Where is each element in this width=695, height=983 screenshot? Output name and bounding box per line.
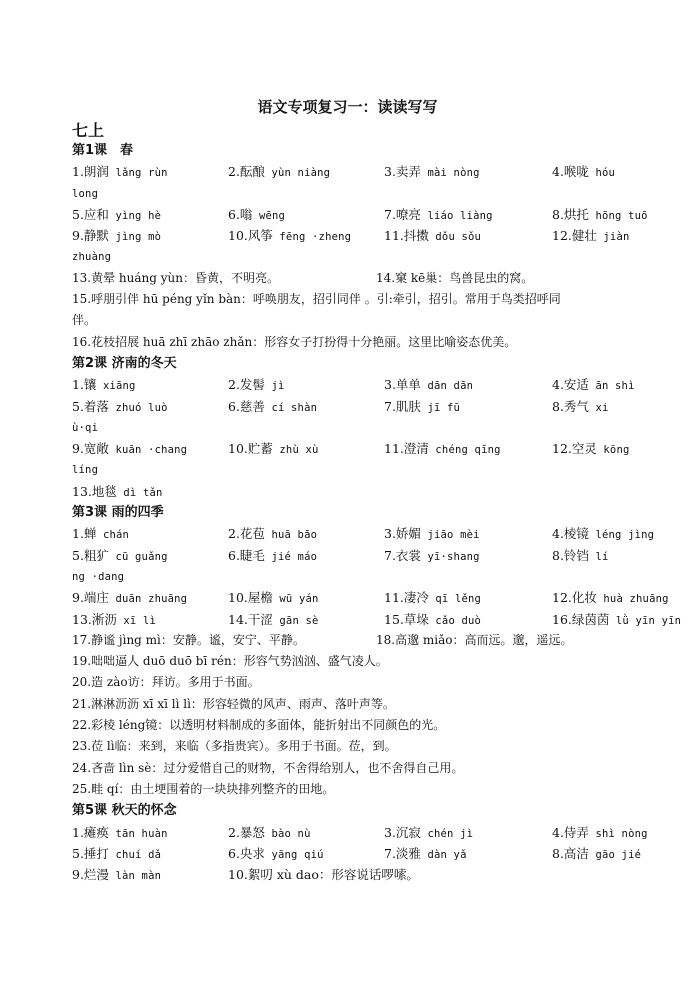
vocab-entry — [72, 545, 168, 568]
wrapped-pinyin — [72, 183, 628, 204]
definition-text: 21.淋淋沥沥 xī xī lì lì：形容轻微的风声、雨声、落叶声等。 — [72, 696, 395, 711]
vocab-word: 4.安适 — [552, 377, 589, 393]
vocab-pinyin: yī·shang — [420, 550, 480, 563]
vocab-word: 7.衣裳 — [384, 547, 421, 563]
vocab-entry — [552, 396, 609, 419]
vocab-entry — [552, 204, 648, 227]
vocab-word: 7.肌肤 — [384, 398, 421, 414]
vocab-entry — [384, 161, 480, 184]
vocab-entry — [552, 609, 681, 632]
vocab-word: 7.嘹亮 — [384, 206, 421, 222]
vocab-pinyin: mài nòng — [420, 167, 480, 180]
vocab-pinyin: yùn niàng — [264, 167, 331, 180]
vocab-pinyin: huā bāo — [264, 529, 318, 542]
vocab-word: 6.慈善 — [228, 398, 265, 414]
vocab-row — [72, 822, 648, 843]
vocab-word: 9.宽敞 — [72, 441, 109, 457]
vocab-pinyin: chén jì — [420, 827, 474, 840]
vocab-word: 7.淡雅 — [384, 845, 421, 861]
definition-line — [72, 332, 628, 353]
vocab-row — [72, 374, 635, 395]
vocab-pinyin: dì tǎn — [116, 486, 163, 499]
lesson-heading: 第2课 济南的冬天 — [72, 355, 177, 371]
vocab-pinyin: dàn yǎ — [420, 848, 467, 861]
vocab-entry — [384, 396, 460, 419]
definition-text: 13.黄晕 huáng yùn：昏黄，不明亮。 — [72, 270, 279, 285]
definition-text: 22.彩棱 léng镜：以透明材料制成的多面体，能折射出不同颜色的光。 — [72, 718, 446, 733]
vocab-pinyin: dǒu sǒu — [428, 231, 482, 244]
vocab-word: 11.澄清 — [384, 441, 429, 457]
vocab-entry — [552, 822, 648, 845]
vocab-word: 4.棱镜 — [552, 526, 589, 542]
vocab-word: 11.抖擞 — [384, 228, 429, 244]
definition-line — [72, 630, 628, 651]
vocab-word: 8.高洁 — [552, 845, 589, 861]
vocab-word: 2.花苞 — [228, 526, 265, 542]
definition-text: 19.咄咄逼人 duō duō bī rén：形容气势汹汹、盛气凌人。 — [72, 654, 388, 669]
vocab-entry — [384, 438, 501, 461]
vocab-pinyin: hóu — [588, 167, 616, 180]
lesson-heading: 第3课 雨的四季 — [72, 505, 164, 521]
vocab-word: 3.单单 — [384, 377, 421, 393]
definition-text: 23.莅 lì临：来到，来临（多指贵宾）。多用于书面。莅，到。 — [72, 739, 397, 754]
vocab-pinyin: tān huàn — [108, 827, 168, 840]
vocab-word: 6.睫毛 — [228, 547, 265, 563]
pinyin-continuation: ù·qi — [72, 421, 99, 434]
vocab-entry — [72, 587, 187, 610]
vocab-pinyin: gān sè — [272, 614, 319, 627]
vocab-entry — [228, 204, 285, 227]
definition-line — [72, 715, 628, 736]
wrapped-pinyin — [72, 417, 628, 438]
vocab-pinyin: chán — [96, 529, 130, 542]
vocab-word: 1.镶 — [72, 377, 97, 393]
pinyin-continuation: zhuàng — [72, 251, 112, 264]
vocab-word: 8.秀气 — [552, 398, 589, 414]
vocab-entry — [552, 587, 669, 610]
vocab-word: 4.侍弄 — [552, 824, 589, 840]
vocab-row — [72, 587, 669, 608]
vocab-pinyin: zhuó luò — [108, 401, 168, 414]
vocab-entry — [384, 587, 481, 610]
vocab-word: 8.铃铛 — [552, 547, 589, 563]
vocab-entry — [552, 161, 615, 184]
vocab-word: 10.贮蓄 — [228, 441, 273, 457]
vocab-entry — [228, 545, 317, 568]
vocab-pinyin: qī lěng — [428, 593, 482, 606]
vocab-entry — [552, 374, 635, 397]
vocab-entry — [72, 609, 156, 632]
vocab-pinyin: chuí dǎ — [108, 848, 162, 861]
vocab-entry — [72, 864, 161, 887]
vocab-entry — [228, 374, 285, 397]
vocab-entry — [384, 225, 481, 248]
definition-line — [72, 651, 628, 672]
definition-text: 伴。 — [72, 313, 97, 328]
vocab-row — [72, 545, 628, 566]
definition-line — [72, 758, 628, 779]
vocab-word: 13.地毯 — [72, 483, 117, 499]
vocab-entry — [72, 438, 187, 461]
vocab-word: 15.草垛 — [384, 611, 429, 627]
vocab-pinyin: ān shì — [588, 380, 635, 393]
vocab-pinyin: yāng qiú — [264, 848, 324, 861]
vocab-word: 3.卖弄 — [384, 164, 421, 180]
vocab-entry — [228, 822, 311, 845]
vocab-row — [72, 523, 655, 544]
vocab-word: 10.屋檐 — [228, 590, 273, 606]
vocab-pinyin: jié máo — [264, 550, 318, 563]
vocab-pinyin: yìng hè — [108, 209, 162, 222]
vocab-row — [72, 204, 648, 225]
definition-text: 20.造 zào访：拜访。多用于书面。 — [72, 675, 260, 690]
vocab-entry — [384, 204, 493, 227]
vocab-pinyin: cǎo duò — [428, 614, 482, 627]
vocab-entry — [72, 161, 168, 184]
definition-text: 17.静谧 jìng mì：安静。谧，安宁、平静。 — [72, 632, 305, 647]
page-title: 语文专项复习一：读读写写 — [257, 98, 438, 116]
definition-line — [72, 672, 628, 693]
vocab-word: 4.喉咙 — [552, 164, 589, 180]
vocab-word: 10.絮叨 xù dao：形容说话啰嗦。 — [228, 867, 419, 883]
wrapped-pinyin — [72, 459, 628, 480]
vocab-pinyin: kuān ·chang — [108, 444, 188, 457]
vocab-word: 5.应和 — [72, 206, 109, 222]
vocab-entry — [72, 225, 161, 248]
vocab-word: 14.干涩 — [228, 611, 273, 627]
vocab-entry — [228, 523, 317, 546]
vocab-pinyin: jì — [264, 380, 285, 393]
definition-text: 18.高邈 miǎo：高而远。邈，遥远。 — [376, 632, 573, 647]
vocab-word: 5.捶打 — [72, 845, 109, 861]
definition-line — [72, 779, 628, 800]
vocab-row — [72, 481, 628, 502]
vocab-pinyin: huà zhuāng — [596, 593, 669, 606]
vocab-pinyin: duān zhuāng — [108, 593, 188, 606]
vocab-pinyin: fēng ·zheng — [272, 231, 352, 244]
vocab-entry — [552, 523, 654, 546]
vocab-pinyin: shì nòng — [588, 827, 648, 840]
vocab-pinyin: làn màn — [108, 870, 162, 883]
vocab-entry — [72, 374, 136, 397]
vocab-pinyin: liáo liàng — [420, 209, 493, 222]
vocab-entry — [552, 438, 630, 461]
vocab-entry — [384, 523, 480, 546]
vocab-pinyin: cí shàn — [264, 401, 318, 414]
definition-text: 15.呼朋引伴 hū péng yǐn bàn：呼唤朋友，招引同伴 。引:牵引，招引。常用于鸟类招呼同 — [72, 292, 561, 307]
vocab-word: 8.烘托 — [552, 206, 589, 222]
vocab-entry — [384, 843, 467, 866]
vocab-row — [72, 225, 628, 246]
vocab-entry — [228, 225, 351, 248]
definition-text: 25.畦 qí：由土埂围着的一块块排列整齐的田地。 — [72, 781, 335, 796]
vocab-entry — [384, 609, 481, 632]
vocab-pinyin: jiāo mèi — [420, 529, 480, 542]
vocab-entry — [228, 396, 317, 419]
vocab-word: 9.静默 — [72, 228, 109, 244]
vocab-word: 1.朗润 — [72, 164, 109, 180]
vocab-word: 10.风筝 — [228, 228, 273, 244]
vocab-entry — [384, 374, 473, 397]
vocab-entry — [72, 843, 161, 866]
vocab-row — [72, 609, 682, 630]
pinyin-continuation: ng ·dang — [72, 570, 125, 583]
vocab-entry — [228, 864, 419, 886]
vocab-pinyin: jī fū — [420, 401, 461, 414]
vocab-entry — [228, 609, 319, 632]
vocab-word: 11.凄冷 — [384, 590, 429, 606]
vocab-word: 1.蝉 — [72, 526, 97, 542]
vocab-pinyin: bào nù — [264, 827, 311, 840]
vocab-pinyin: xiāng — [96, 380, 136, 393]
definition-line — [72, 310, 628, 331]
definition-text: 24.吝啬 lìn sè：过分爱惜自己的财物，不舍得给别人，也不舍得自己用。 — [72, 760, 464, 775]
vocab-pinyin: léng jìng — [588, 529, 655, 542]
vocab-row — [72, 396, 628, 417]
vocab-entry — [228, 587, 319, 610]
definition-text: 16.花枝招展 huā zhī zhāo zhǎn：形容女子打扮得十分艳丽。这里比喻姿态优美。 — [72, 334, 517, 349]
vocab-pinyin: kōng — [596, 444, 630, 457]
vocab-word: 6.央求 — [228, 845, 265, 861]
vocab-pinyin: xi — [588, 401, 609, 414]
vocab-word: 12.健壮 — [552, 228, 597, 244]
vocab-word: 5.粗犷 — [72, 547, 109, 563]
vocab-entry — [552, 225, 630, 248]
vocab-pinyin: lǜ yīn yīn — [609, 614, 682, 627]
definition-line — [72, 736, 628, 757]
vocab-pinyin: wū yán — [272, 593, 319, 606]
vocab-word: 9.端庄 — [72, 590, 109, 606]
vocab-word: 5.着落 — [72, 398, 109, 414]
vocab-entry — [228, 438, 319, 461]
vocab-pinyin: hōng tuō — [588, 209, 648, 222]
vocab-pinyin: lí — [588, 550, 609, 563]
vocab-pinyin: dān dān — [420, 380, 474, 393]
vocab-word: 12.化妆 — [552, 590, 597, 606]
vocab-pinyin: gāo jié — [588, 848, 642, 861]
wrapped-pinyin — [72, 246, 628, 267]
grade-heading: 七上 — [72, 121, 105, 140]
vocab-row — [72, 864, 628, 885]
vocab-word: 6.嗡 — [228, 206, 253, 222]
definition-line — [72, 694, 628, 715]
vocab-entry — [72, 822, 168, 845]
vocab-word: 2.发髻 — [228, 377, 265, 393]
vocab-word: 16.绿茵茵 — [552, 611, 610, 627]
vocab-word: 2.暴怒 — [228, 824, 265, 840]
vocab-row — [72, 438, 628, 459]
vocab-pinyin: lǎng rùn — [108, 167, 168, 180]
vocab-pinyin: wēng — [252, 209, 286, 222]
vocab-entry — [72, 523, 129, 546]
vocab-entry — [72, 396, 168, 419]
vocab-entry — [552, 545, 609, 568]
vocab-pinyin: jiàn — [596, 231, 630, 244]
vocabulary-list — [72, 140, 682, 885]
lesson-heading: 第5课 秋天的怀念 — [72, 803, 177, 819]
vocab-word: 2.酝酿 — [228, 164, 265, 180]
vocab-entry — [72, 204, 161, 227]
definition-line — [72, 268, 628, 289]
pinyin-continuation: líng — [72, 464, 99, 477]
vocab-pinyin: chéng qīng — [428, 444, 501, 457]
vocab-word: 12.空灵 — [552, 441, 597, 457]
vocab-pinyin: jìng mò — [108, 231, 162, 244]
wrapped-pinyin — [72, 566, 628, 587]
vocab-entry — [384, 545, 480, 568]
vocab-entry — [228, 843, 324, 866]
vocab-entry — [384, 822, 473, 845]
vocab-entry — [72, 481, 163, 504]
lesson-heading: 第1课 春 — [72, 143, 134, 158]
vocab-word: 1.瘫痪 — [72, 824, 109, 840]
vocab-word: 13.淅沥 — [72, 611, 117, 627]
vocab-entry — [228, 161, 330, 184]
vocab-entry — [552, 843, 641, 866]
vocab-word: 3.沉寂 — [384, 824, 421, 840]
pinyin-continuation: long — [72, 187, 99, 200]
vocab-word: 3.娇媚 — [384, 526, 421, 542]
vocab-row — [72, 161, 628, 182]
vocab-row — [72, 843, 642, 864]
definition-text: 14.窠 kē巢：鸟兽昆虫的窝。 — [376, 270, 534, 285]
vocab-pinyin: cū guǎng — [108, 550, 168, 563]
vocab-pinyin: xī lì — [116, 614, 157, 627]
definition-line — [72, 289, 628, 310]
vocab-pinyin: zhù xù — [272, 444, 319, 457]
vocab-word: 9.烂漫 — [72, 867, 109, 883]
